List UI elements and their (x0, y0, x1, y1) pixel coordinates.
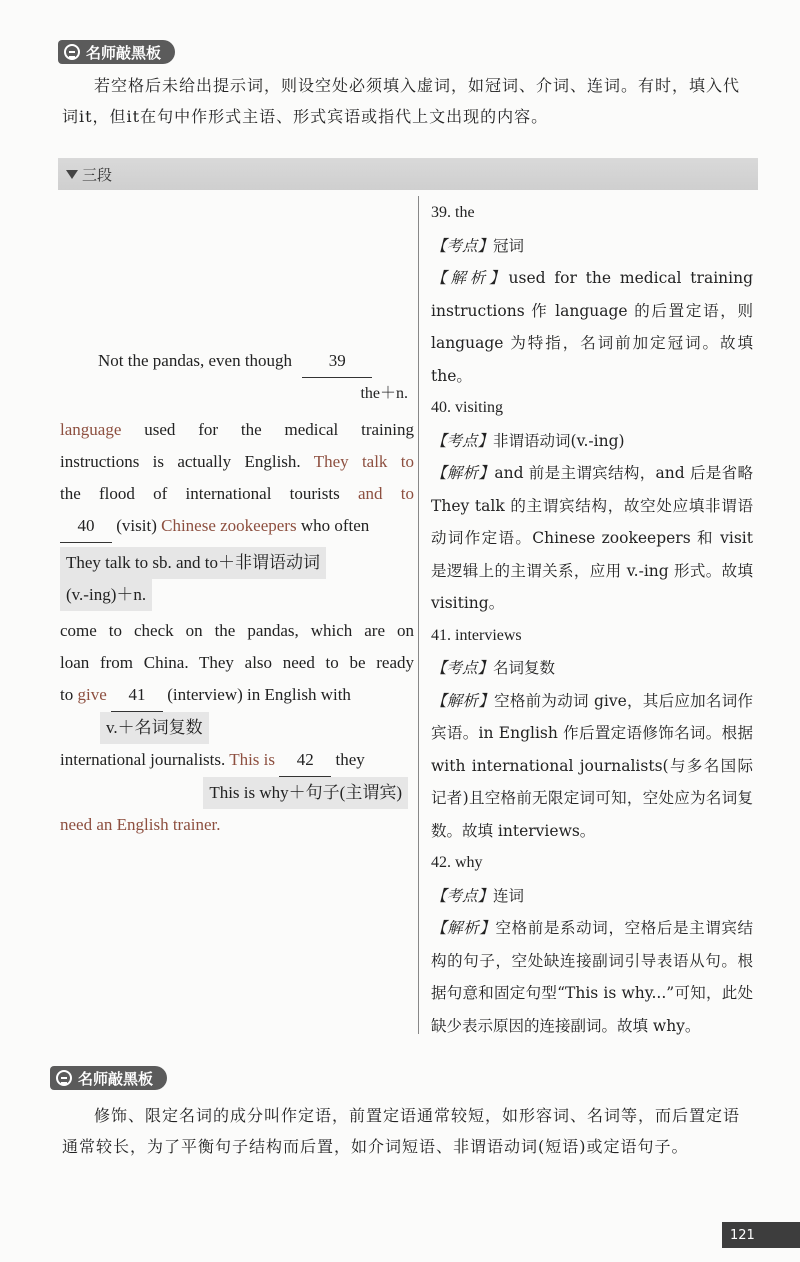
answer-number: 40. visiting (431, 399, 504, 416)
answer-40 (431, 392, 753, 620)
passage-text: international journalists. (60, 750, 226, 769)
passage-text: the flood of international tourists (60, 484, 340, 503)
answer-41 (431, 620, 753, 848)
answer-42 (431, 847, 753, 1042)
passage-line (60, 679, 414, 712)
passage-line (60, 744, 414, 777)
highlighted-text: This is (229, 750, 276, 769)
teacher-tip-text: 若空格后未给出提示词，则设空处必须填入虚词，如冠词、介词、连词。有时，填入代词it，但it在句中作形式主语、形式宾语或指代上文出现的内容。 (62, 76, 741, 126)
graduation-cap-icon (56, 1070, 72, 1086)
hint-text: This is why＋句子(主谓宾) (203, 777, 408, 809)
explanation-text: 空格前为动词 give，其后应加名词作宾语。in English 作后置定语修饰名词。根据 with international journalists(与多名国际记者)且空格前无限定词可知，空处应为名词复数。故填 interviews。 (431, 691, 753, 840)
passage-text: (visit) (116, 516, 157, 535)
point-label: 【考点】 (431, 659, 494, 677)
blank-40: 40 (60, 510, 112, 543)
passage (60, 345, 414, 841)
teacher-tip-label: 名师敲黑板 (78, 1069, 154, 1088)
column-divider (418, 196, 419, 1034)
answer-number: 39. the (431, 204, 475, 221)
explanation-text: and 前是主谓宾结构，and 后是省略 They talk 的主谓宾结构，故空处应填非谓语动词作定语。Chinese zookeepers 和 visit 是逻辑上的主谓关系，应用 v.-ing 形式。故填 visiting。 (431, 464, 753, 612)
passage-line (60, 446, 414, 478)
teacher-tip-tag (50, 1066, 167, 1090)
passage-text: they (335, 750, 365, 769)
point-label: 【考点】 (431, 431, 494, 450)
section-header (58, 158, 758, 190)
passage-text: (interview) in English with (167, 685, 351, 704)
highlighted-text: language (60, 420, 122, 439)
point-text: 连词 (493, 886, 525, 905)
point-text: 非谓语动词(v.-ing) (493, 431, 625, 450)
point-text: 冠词 (493, 236, 525, 255)
passage-text: instructions is actually English. (60, 452, 301, 471)
hint-40 (60, 547, 414, 611)
passage-text: Not the pandas, even though (98, 351, 293, 370)
passage-text: used for the medical training (144, 420, 414, 439)
passage-line (60, 478, 414, 510)
highlighted-text: They talk to (313, 452, 414, 471)
explanation-label: 【解析】 (431, 691, 495, 710)
hint-text: the＋n. (360, 385, 408, 402)
point-text: 名词复数 (493, 659, 556, 677)
answer-39 (431, 197, 753, 392)
explanation-text: 空格前是系动词，空格后是主谓宾结构的句子，空处缺连接副词引导表语从句。根据句意和固定句型“This is why...”可知，此处缺少表示原因的连接副词。故填 why。 (431, 919, 753, 1035)
teacher-tip-label: 名师敲黑板 (86, 43, 162, 62)
point-label: 【考点】 (431, 236, 494, 255)
passage-text: to (60, 685, 74, 704)
section-title: 三段 (82, 165, 113, 184)
explanation-label: 【解析】 (431, 464, 495, 482)
answer-number: 42. why (431, 854, 483, 871)
teacher-tip-tag (58, 40, 175, 64)
passage-text: who often (300, 516, 370, 535)
passage-line: loan from China. They also need to be ready (60, 653, 414, 672)
passage-line (60, 345, 414, 378)
passage-line (60, 510, 414, 543)
passage-line (60, 414, 414, 446)
highlighted-text: and to (358, 484, 415, 503)
hint-42 (60, 777, 414, 809)
blank-42: 42 (279, 744, 331, 777)
explanation-label: 【解析】 (431, 269, 509, 287)
highlighted-text: Chinese zookeepers (161, 516, 297, 535)
explanation-text: used for the medical training instructions 作 language 的后置定语，则 language 为特指，名词前加定冠词。故填 the。 (431, 269, 753, 385)
highlighted-text: give (77, 685, 107, 704)
hint-text: v.＋名词复数 (100, 712, 209, 744)
teacher-tip-text: 修饰、限定名词的成分叫作定语，前置定语通常较短，如形容词、名词等，而后置定语通常较长，为了平衡句子结构而后置，如介词短语、非谓语动词(短语)或定语句子。 (62, 1106, 741, 1156)
page-number: 121 (722, 1222, 800, 1248)
hint-41 (60, 712, 414, 744)
passage-line: need an English trainer. (60, 815, 221, 834)
answer-column (431, 197, 753, 1042)
hint-39 (60, 378, 414, 410)
answer-number: 41. interviews (431, 626, 522, 644)
blank-39: 39 (302, 345, 372, 378)
hint-text: (v.-ing)＋n. (60, 579, 152, 611)
explanation-label: 【解析】 (431, 919, 496, 937)
graduation-cap-icon (64, 44, 80, 60)
blank-41: 41 (111, 679, 163, 712)
point-label: 【考点】 (431, 886, 494, 905)
passage-line: come to check on the pandas, which are on (60, 621, 414, 640)
hint-text: They talk to sb. and to＋非谓语动词 (60, 547, 326, 579)
triangle-down-icon (66, 170, 78, 179)
